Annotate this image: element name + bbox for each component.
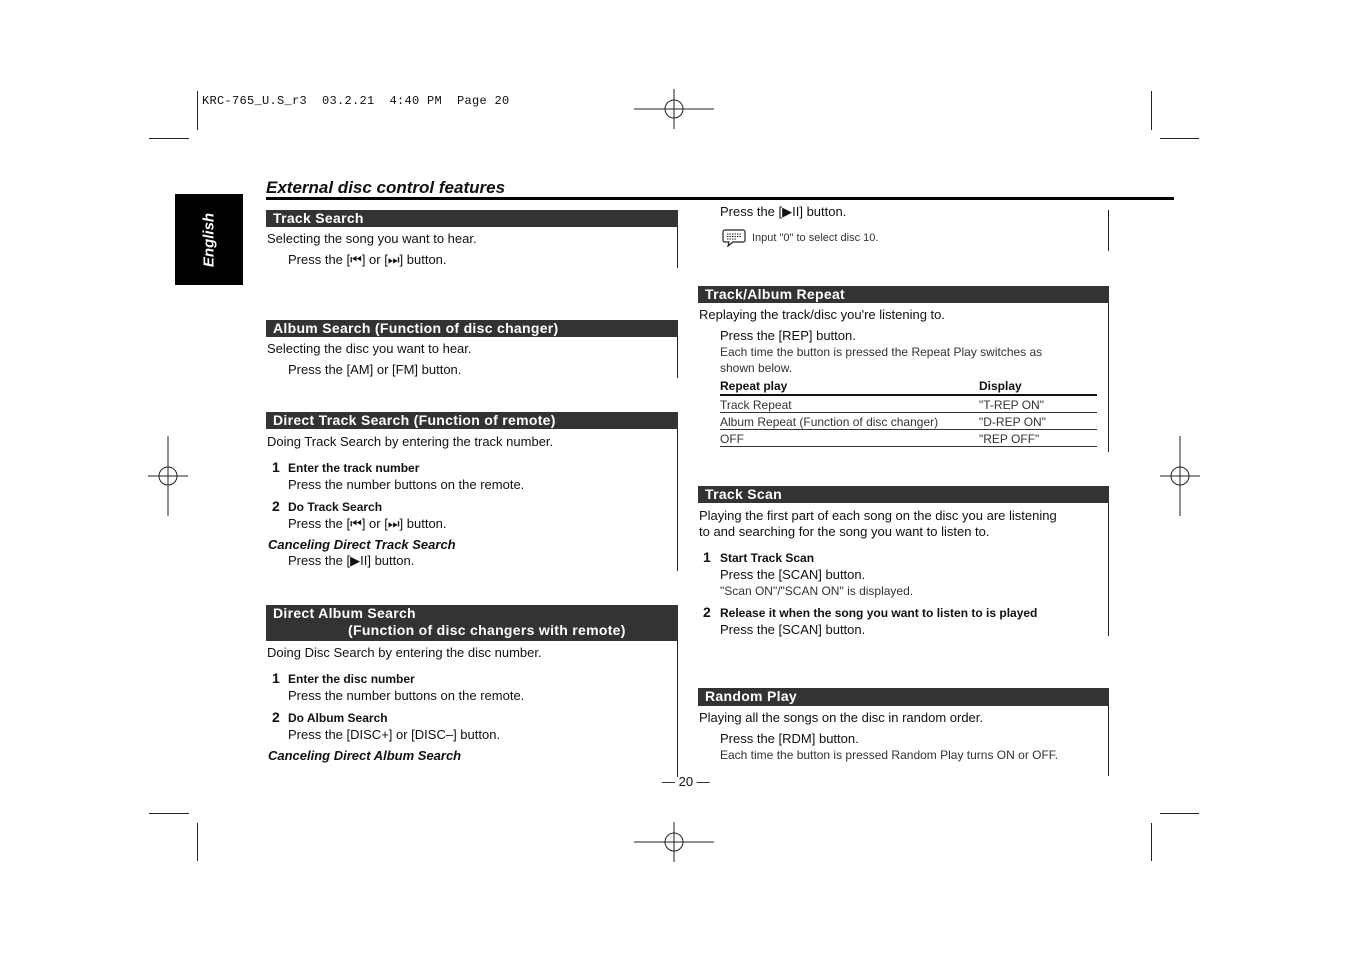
repeat-detail-line2: shown below. xyxy=(720,361,793,375)
album-search-heading: Album Search (Function of disc changer) xyxy=(266,320,678,337)
table-cell: Track Repeat xyxy=(720,398,792,412)
table-header-row xyxy=(720,379,1097,393)
album-search-desc: Selecting the disc you want to hear. xyxy=(267,341,472,356)
page-title: External disc control features xyxy=(266,178,506,197)
step-number: 2 xyxy=(703,604,711,620)
table-cell: OFF xyxy=(720,432,744,446)
step-number: 1 xyxy=(272,670,280,686)
step-number: 2 xyxy=(272,709,280,725)
table-row-rule xyxy=(720,429,1097,430)
registration-mark-right xyxy=(1160,436,1200,516)
step-number: 2 xyxy=(272,498,280,514)
cancel-direct-album-heading: Canceling Direct Album Search xyxy=(268,748,462,763)
note-speech-bubble-icon xyxy=(722,228,746,248)
step-title: Enter the track number xyxy=(288,461,420,475)
direct-album-desc: Doing Disc Search by entering the disc number. xyxy=(267,645,542,660)
repeat-heading: Track/Album Repeat xyxy=(698,286,1109,303)
repeat-detail-line1: Each time the button is pressed the Repeat Play switches as xyxy=(720,345,1043,359)
continued-instruction: Press the [▶II] button. xyxy=(720,204,847,219)
track-search-heading: Track Search xyxy=(266,210,678,227)
track-search-desc: Selecting the song you want to hear. xyxy=(267,231,477,246)
heading-line-1: Direct Album Search xyxy=(273,605,416,621)
table-row-rule xyxy=(720,446,1097,447)
step-text: Press the number buttons on the remote. xyxy=(288,477,525,492)
table-row-rule xyxy=(720,412,1097,413)
table-header-display: Display xyxy=(979,379,1022,393)
right-column-rule-3 xyxy=(1108,486,1109,636)
track-scan-desc-line2: to and searching for the song you want to listen to. xyxy=(699,524,990,539)
cancel-direct-track-text: Press the [▶II] button. xyxy=(288,553,415,568)
cancel-direct-track-heading: Canceling Direct Track Search xyxy=(268,537,456,552)
repeat-instruction: Press the [REP] button. xyxy=(720,328,856,343)
step-text: Press the [SCAN] button. xyxy=(720,567,866,582)
random-play-heading: Random Play xyxy=(698,688,1109,706)
step-text: Press the number buttons on the remote. xyxy=(288,688,525,703)
step-note: "Scan ON"/"SCAN ON" is displayed. xyxy=(720,584,914,598)
table-cell: "T-REP ON" xyxy=(979,398,1044,412)
right-column-rule-2 xyxy=(1108,286,1109,452)
step-number: 1 xyxy=(272,459,280,475)
registration-mark-left xyxy=(148,436,188,516)
step-text: Press the [⏮] or [⏭] button. xyxy=(288,516,447,531)
page-number: — 20 — xyxy=(662,774,710,789)
table-header-repeat: Repeat play xyxy=(720,379,788,393)
heading-line-2: (Function of disc changers with remote) xyxy=(348,622,626,638)
direct-track-search-heading: Direct Track Search (Function of remote) xyxy=(266,412,678,429)
step-title: Do Album Search xyxy=(288,711,388,725)
direct-track-desc: Doing Track Search by entering the track number. xyxy=(267,434,554,449)
step-title: Enter the disc number xyxy=(288,672,415,686)
step-text: Press the [DISC+] or [DISC–] button. xyxy=(288,727,501,742)
table-row xyxy=(720,398,1097,412)
table-header-rule xyxy=(720,394,1097,396)
language-tab xyxy=(175,194,243,285)
random-desc: Playing all the songs on the disc in random order. xyxy=(699,710,984,725)
step-title: Start Track Scan xyxy=(720,551,815,565)
random-detail: Each time the button is pressed Random Play turns ON or OFF. xyxy=(720,748,1059,762)
left-column-rule-3 xyxy=(677,412,678,571)
language-label: English xyxy=(200,212,218,267)
right-column-rule-1 xyxy=(1108,210,1109,251)
registration-mark-bottom xyxy=(634,822,714,862)
table-cell: Album Repeat (Function of disc changer) xyxy=(720,415,939,429)
album-search-instruction: Press the [AM] or [FM] button. xyxy=(288,362,462,377)
repeat-desc: Replaying the track/disc you're listening to. xyxy=(699,307,945,322)
table-cell: "REP OFF" xyxy=(979,432,1040,446)
track-search-instruction: Press the [⏮] or [⏭] button. xyxy=(288,252,447,267)
table-cell: "D-REP ON" xyxy=(979,415,1046,429)
table-row xyxy=(720,432,1097,446)
step-title: Do Track Search xyxy=(288,500,383,514)
disc-note: Input "0" to select disc 10. xyxy=(752,232,879,244)
registration-mark-top xyxy=(634,89,714,129)
random-instruction: Press the [RDM] button. xyxy=(720,731,859,746)
step-number: 1 xyxy=(703,549,711,565)
table-row xyxy=(720,415,1097,429)
track-scan-heading: Track Scan xyxy=(698,486,1109,503)
step-title: Release it when the song you want to listen to is played xyxy=(720,606,1038,620)
direct-album-search-heading xyxy=(266,605,678,641)
track-scan-desc-line1: Playing the first part of each song on the disc you are listening xyxy=(699,508,1057,523)
step-text: Press the [SCAN] button. xyxy=(720,622,866,637)
print-slug: KRC-765_U.S_r3 03.2.21 4:40 PM Page 20 xyxy=(202,94,510,108)
title-rule xyxy=(266,197,1174,200)
